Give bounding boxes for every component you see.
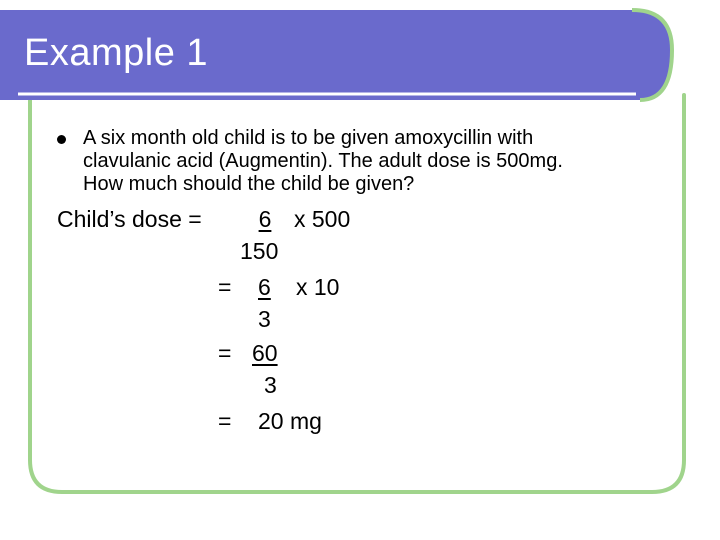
step1-times: x 500 — [294, 206, 351, 232]
step1-numerator: 6 — [258, 206, 272, 232]
step2-numerator: 6 — [258, 274, 271, 300]
step3-equals: = — [218, 340, 232, 366]
step2-times: x 10 — [296, 274, 340, 300]
problem-line-1: A six month old child is to be given amoxycillin with — [83, 127, 534, 149]
step2-denominator: 3 — [258, 306, 271, 332]
final-result: 20 mg — [258, 408, 322, 434]
childs-dose-label: Child’s dose = — [57, 206, 202, 232]
step3-denominator: 3 — [264, 372, 277, 398]
problem-line-2: clavulanic acid (Augmentin). The adult dose is 500mg. — [83, 150, 563, 172]
step4-equals: = — [218, 408, 232, 434]
problem-line-3: How much should the child be given? — [83, 173, 415, 195]
step1-denominator: 150 — [240, 238, 279, 264]
step2-equals: = — [218, 274, 232, 300]
step3-numerator: 60 — [252, 340, 278, 366]
problem-statement — [83, 127, 683, 196]
slide-title: Example 1 — [24, 32, 209, 74]
bullet-dot-icon — [57, 135, 66, 144]
